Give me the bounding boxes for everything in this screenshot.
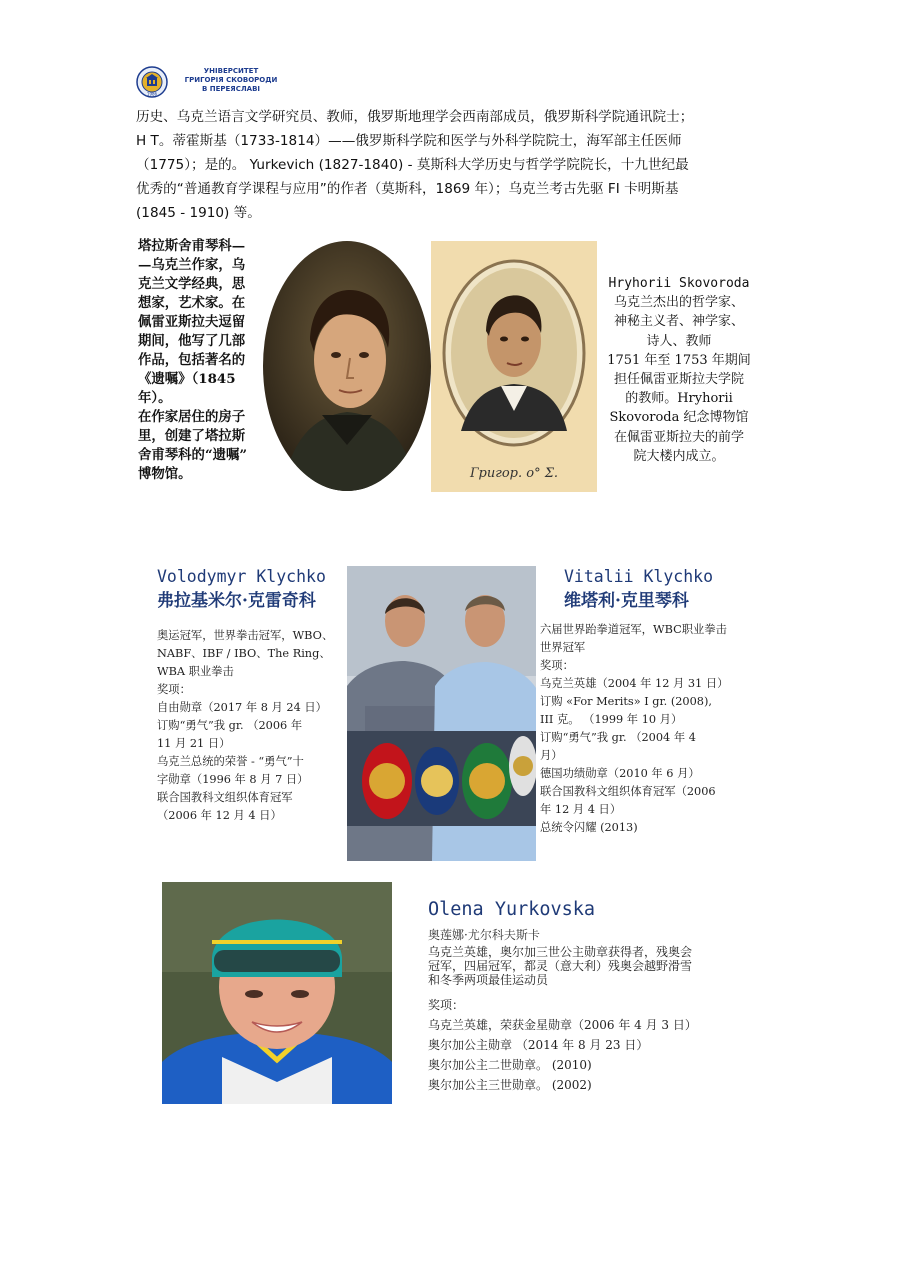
university-seal-icon [136,66,168,98]
svg-text:1986: 1986 [146,91,158,97]
caption-line: 院大楼内成立。 [633,448,725,464]
desc-line: 冠军，四届冠军，都灵（意大利）残奥会越野滑雪 [428,959,693,973]
bio-line: 字勋章（1996 年 8 月 7 日） [157,773,309,786]
caption-line: 塔拉斯舍甫琴科— [138,238,246,254]
logo-line-1: УНІВЕРСИТЕТ [203,67,259,75]
olena-name-zh: 奥莲娜·尤尔科夫斯卡 [428,928,540,942]
award-line: 奥尔加公主三世勋章。 (2002) [428,1078,592,1092]
award-line: 奖项： [428,998,465,1012]
caption-line: 1751 年至 1753 年期间 [607,352,751,368]
caption-line: 克兰文学经典，思 [138,276,246,292]
volodymyr-name-zh: 弗拉基米尔·克雷奇科 [157,591,316,611]
shevchenko-caption [138,237,262,484]
bio-line: 乌克兰英雄（2004 年 12 月 31 日） [540,677,729,690]
caption-line: 舍甫琴科的“遗嘱” [138,447,248,463]
bio-line: 乌克兰总统的荣誉 - “勇气”十 [157,755,304,768]
caption-line: 担任佩雷亚斯拉夫学院 [613,372,744,388]
vitalii-name-en: Vitalii Klychko [564,567,714,586]
vitalii-name-zh: 维塔利·克里琴科 [564,591,689,611]
caption-line: 乌克兰杰出的哲学家、 [613,295,744,311]
logo-line-2: ГРИГОРІЯ СКОВОРОДИ [184,76,278,84]
caption-line: 想家，艺术家。在 [138,295,246,311]
bio-line: 订购“勇气”我 gr. （2004 年 4 [540,731,696,744]
skovoroda-caption [598,274,760,466]
intro-line: (1845 - 1910) 等。 [136,205,261,221]
caption-line: 博物馆。 [138,466,192,482]
bio-line: 年 12 月 4 日） [540,803,622,816]
skovoroda-signature: Григор. о° Σ. [469,466,559,481]
caption-line: 诗人、教师 [646,333,712,349]
bio-line: 六届世界跆拳道冠军，WBC职业拳击 [540,623,727,636]
bio-line: NABF、IBF / IBO、The Ring、 [157,647,331,660]
bio-line: 联合国教科文组织体育冠军（2006 [540,785,716,798]
volodymyr-bio [157,627,347,825]
olena-description [428,945,748,987]
award-line: 奥尔加公主二世勋章。 (2010) [428,1058,592,1072]
university-logo [136,66,276,98]
olena-yurkovska-photo [162,882,392,1104]
bio-line: 总统令闪耀 (2013) [540,821,638,834]
bio-line: 奖项： [157,683,191,696]
bio-line: 联合国教科文组织体育冠军 [157,791,293,804]
desc-line: 和冬季两项最佳运动员 [428,973,549,987]
klychko-brothers-photo [347,566,536,861]
caption-line: 在作家居住的房子 [138,409,246,425]
intro-paragraph [136,105,768,225]
volodymyr-name-en: Volodymyr Klychko [157,567,326,586]
bio-line: 世界冠军 [540,641,586,654]
caption-line: Hryhorii Skovoroda [608,276,750,291]
caption-line: 里，创建了塔拉斯 [138,428,246,444]
bio-line: 自由勋章（2017 年 8 月 24 日） [157,701,327,714]
olena-awards [428,995,748,1095]
caption-line: 佩雷亚斯拉夫逗留 [138,314,246,330]
bio-line: 德国功绩勋章（2010 年 6 月） [540,767,700,780]
intro-line: 历史、乌克兰语言文学研究员、教师，俄罗斯地理学会西南部成员，俄罗斯科学院通讯院士； [136,109,694,125]
bio-line: 订购“勇气”我 gr. （2006 年 [157,719,303,732]
caption-line: 期间，他写了几部 [138,333,246,349]
caption-line: 神秘主义者、神学家、 [613,314,744,330]
caption-line: 作品，包括著名的 [138,352,246,368]
bio-line: 月） [540,749,563,762]
intro-line: （1775）；是的。 Yurkevich (1827-1840) - 莫斯科大学历史与哲学学院院长，十九世纪最 [136,157,689,173]
caption-line: Skovoroda 纪念博物馆 [609,410,749,426]
bio-line: （2006 年 12 月 4 日） [157,809,282,822]
desc-line: 乌克兰英雄，奥尔加三世公主勋章获得者，残奥会 [428,945,693,959]
caption-line: 《遗嘱》（1845 [138,371,236,387]
bio-line: 奖项： [540,659,574,672]
bio-line: III 克。 （1999 年 10 月） [540,713,683,726]
caption-line: 在佩雷亚斯拉夫的前学 [613,429,744,445]
bio-line: WBA 职业拳击 [157,665,234,678]
caption-line: —乌克兰作家，乌 [138,257,246,273]
bio-line: 奥运冠军，世界拳击冠军，WBO、 [157,629,334,642]
bio-line: 11 月 21 日） [157,737,231,750]
award-line: 乌克兰英雄，荣获金星勋章（2006 年 4 月 3 日） [428,1018,697,1032]
logo-line-3: В ПЕРЕЯСЛАВІ [201,85,261,93]
caption-line: 的教师。Hryhorii [625,391,733,407]
intro-line: 优秀的“普通教育学课程与应用”的作者（莫斯科，1869 年）；乌克兰考古先驱 FI 卡明斯基 [136,181,679,197]
bio-line: 订购 «For Merits» I gr. (2008), [540,695,712,708]
skovoroda-portrait [431,241,597,492]
award-line: 奥尔加公主勋章 （2014 年 8 月 23 日） [428,1038,649,1052]
shevchenko-portrait [262,240,432,492]
caption-line: 年）。 [138,390,172,406]
vitalii-bio [540,621,750,837]
olena-name-en: Olena Yurkovska [428,899,596,920]
intro-line: H T。蒂霍斯基（1733-1814）——俄罗斯科学院和医学与外科学院院士，海军部主任医师 [136,133,682,149]
